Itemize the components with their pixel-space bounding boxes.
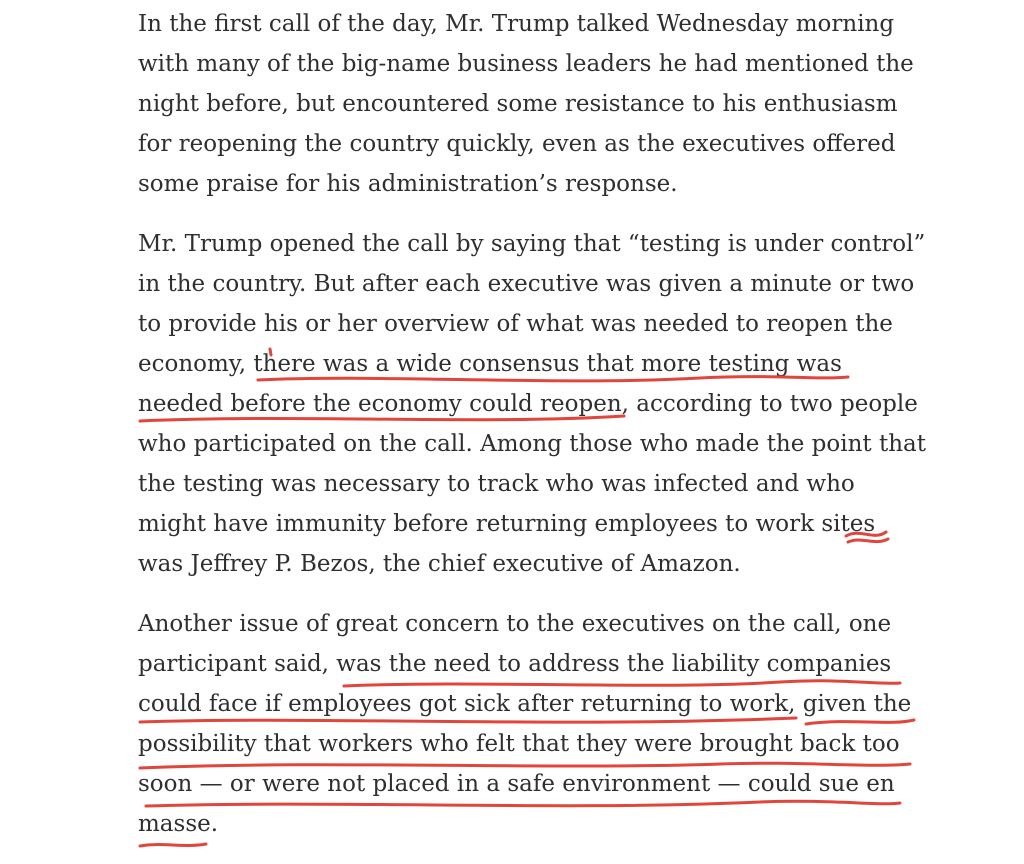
text-line: who participated on the call. Among those who made the point that (138, 431, 926, 457)
text-line: with many of the big-name business leaders he had mentioned the (138, 51, 914, 77)
paragraph-2 (138, 224, 998, 584)
text-line: for reopening the country quickly, even as the executives offered (138, 131, 896, 157)
text-line: possibility that workers who felt that they were brought back too (138, 731, 900, 757)
text-line: needed before the economy could reopen, according to two people (138, 391, 918, 417)
text-line: Mr. Trump opened the call by saying that “testing is under control” (138, 231, 926, 257)
text-line: night before, but encountered some resistance to his enthusiasm (138, 91, 898, 117)
text-line: soon — or were not placed in a safe environment — could sue en (138, 771, 895, 797)
text-line: might have immunity before returning employees to work sites (138, 511, 876, 537)
paragraph-1 (138, 4, 998, 204)
text-line: participant said, was the need to address the liability companies (138, 651, 892, 677)
text-line: Another issue of great concern to the executives on the call, one (138, 611, 892, 637)
text-line: to provide his or her overview of what was needed to reopen the (138, 311, 893, 337)
article-text (138, 4, 998, 864)
text-line: In the first call of the day, Mr. Trump talked Wednesday morning (138, 11, 895, 37)
text-line: some praise for his administration’s response. (138, 171, 678, 197)
paragraph-3 (138, 604, 998, 844)
text-line: economy, there was a wide consensus that more testing was (138, 351, 842, 377)
text-line: was Jeffrey P. Bezos, the chief executive of Amazon. (138, 551, 741, 577)
text-line: in the country. But after each executive was given a minute or two (138, 271, 915, 297)
text-line: the testing was necessary to track who was infected and who (138, 471, 855, 497)
text-line: could face if employees got sick after returning to work, given the (138, 691, 912, 717)
text-line: masse. (138, 811, 219, 837)
